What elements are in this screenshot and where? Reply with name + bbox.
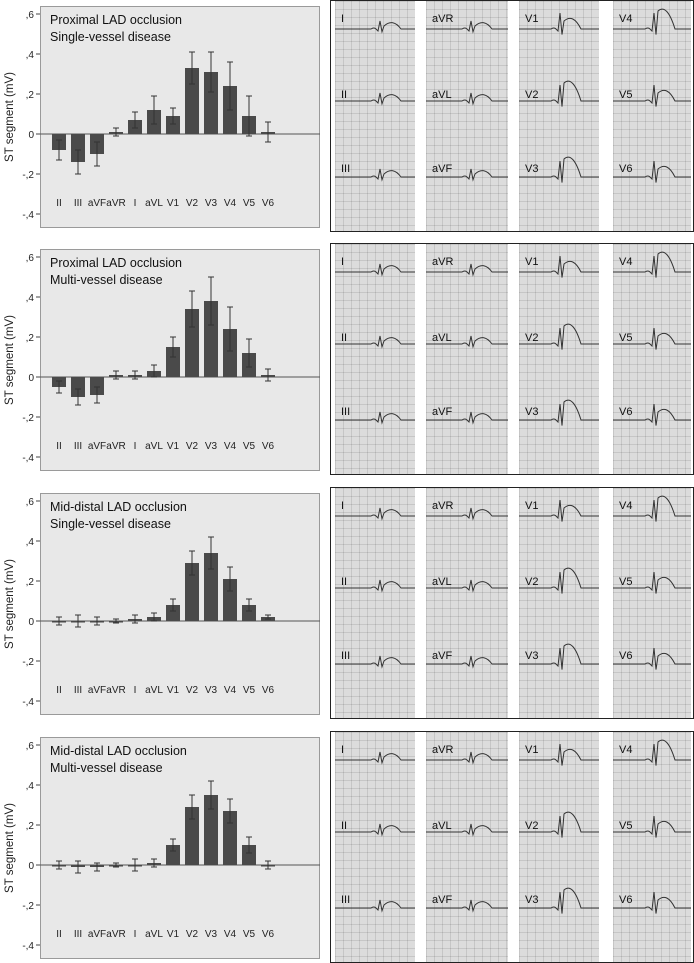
x-tick-label: V3 xyxy=(204,198,218,209)
x-tick-label: aVL xyxy=(145,198,163,209)
ecg-lead-column xyxy=(613,488,691,718)
x-tick-label: III xyxy=(73,441,83,452)
ecg-lead-column xyxy=(613,244,691,474)
chart-subtitle: Single-vessel disease xyxy=(50,517,171,531)
ecg-traces xyxy=(613,244,691,474)
ecg-lead-column xyxy=(519,1,599,231)
x-tick-label: V6 xyxy=(261,929,275,940)
y-tick-label: -,2 xyxy=(22,413,34,424)
figure-row xyxy=(0,243,694,475)
ecg-traces xyxy=(519,732,599,962)
y-tick-label: ,6 xyxy=(25,741,34,752)
ecg-traces xyxy=(335,488,415,718)
chart-title: Proximal LAD occlusion xyxy=(50,256,182,270)
x-tick-label: III xyxy=(73,685,83,696)
ecg-lead-label-V2: V2 xyxy=(525,576,539,588)
ecg-lead-label-aVR: aVR xyxy=(432,500,454,512)
ecg-lead-label-V6: V6 xyxy=(619,650,633,662)
y-tick-label: ,6 xyxy=(25,497,34,508)
x-tick-label: V5 xyxy=(242,929,256,940)
ecg-lead-label-V5: V5 xyxy=(619,576,633,588)
ecg-traces xyxy=(426,732,508,962)
ecg-traces xyxy=(426,488,508,718)
ecg-panel xyxy=(330,487,694,719)
ecg-traces xyxy=(426,1,508,231)
x-tick-label: V1 xyxy=(166,198,180,209)
chart-subtitle: Single-vessel disease xyxy=(50,30,171,44)
y-tick-label: 0 xyxy=(28,617,34,628)
ecg-lead-column xyxy=(335,488,415,718)
ecg-lead-label-I: I xyxy=(341,744,345,756)
x-tick-label: aVF xyxy=(87,929,107,940)
ecg-lead-label-V5: V5 xyxy=(619,332,633,344)
ecg-lead-label-aVL: aVL xyxy=(432,576,452,588)
figure-row xyxy=(0,0,694,232)
ecg-lead-label-III: III xyxy=(341,163,351,175)
ecg-lead-label-V4: V4 xyxy=(619,500,633,512)
ecg-trace-I xyxy=(335,508,415,519)
x-tick-label: aVF xyxy=(87,198,107,209)
ecg-lead-label-aVR: aVR xyxy=(432,744,454,756)
ecg-lead-label-III: III xyxy=(341,650,351,662)
y-tick-label: ,2 xyxy=(25,577,34,588)
y-tick-label: 0 xyxy=(28,373,34,384)
ecg-trace-I xyxy=(335,21,415,32)
ecg-lead-label-V2: V2 xyxy=(525,89,539,101)
ecg-lead-label-V1: V1 xyxy=(525,13,539,25)
ecg-lead-label-II: II xyxy=(341,820,348,832)
ecg-lead-label-V3: V3 xyxy=(525,894,539,906)
ecg-lead-label-V1: V1 xyxy=(525,256,539,268)
ecg-panel xyxy=(330,243,694,475)
ecg-lead-label-V3: V3 xyxy=(525,163,539,175)
y-tick-label: ,4 xyxy=(25,293,34,304)
ecg-lead-label-aVL: aVL xyxy=(432,332,452,344)
x-tick-label: aVF xyxy=(87,441,107,452)
ecg-lead-label-V4: V4 xyxy=(619,744,633,756)
x-tick-label: V1 xyxy=(166,441,180,452)
chart-title: Mid-distal LAD occlusion xyxy=(50,500,187,514)
x-tick-label: V1 xyxy=(166,929,180,940)
x-tick-label: I xyxy=(133,929,137,940)
y-tick-label: ,6 xyxy=(25,10,34,21)
y-tick-label: ,6 xyxy=(25,253,34,264)
y-tick-label: 0 xyxy=(28,130,34,141)
ecg-lead-label-aVL: aVL xyxy=(432,820,452,832)
y-tick-label: ,2 xyxy=(25,90,34,101)
ecg-lead-label-III: III xyxy=(341,894,351,906)
x-tick-label: aVL xyxy=(145,441,163,452)
y-tick-label: ,2 xyxy=(25,821,34,832)
x-tick-label: II xyxy=(56,198,62,209)
x-tick-label: V6 xyxy=(261,441,275,452)
chart-title: Mid-distal LAD occlusion xyxy=(50,744,187,758)
ecg-lead-label-aVF: aVF xyxy=(432,406,453,418)
ecg-lead-label-aVF: aVF xyxy=(432,163,453,175)
x-tick-label: V5 xyxy=(242,198,256,209)
st-segment-bar-chart xyxy=(0,487,330,719)
ecg-traces xyxy=(335,244,415,474)
ecg-lead-label-V2: V2 xyxy=(525,332,539,344)
y-tick-label: -,2 xyxy=(22,170,34,181)
ecg-trace-I xyxy=(335,264,415,275)
ecg-lead-label-aVF: aVF xyxy=(432,650,453,662)
figure-row xyxy=(0,731,694,963)
ecg-lead-label-V6: V6 xyxy=(619,894,633,906)
ecg-lead-label-I: I xyxy=(341,500,345,512)
st-segment-bar-chart xyxy=(0,0,330,232)
figure-row xyxy=(0,487,694,719)
ecg-lead-label-V4: V4 xyxy=(619,256,633,268)
y-tick-label: -,4 xyxy=(22,453,34,464)
x-tick-label: III xyxy=(73,198,83,209)
x-tick-label: V2 xyxy=(185,685,199,696)
x-tick-label: aVF xyxy=(87,685,107,696)
ecg-lead-column xyxy=(426,732,508,962)
ecg-traces xyxy=(426,244,508,474)
ecg-panel xyxy=(330,731,694,963)
ecg-lead-column xyxy=(426,244,508,474)
y-tick-label: ,4 xyxy=(25,50,34,61)
y-tick-label: ,4 xyxy=(25,537,34,548)
ecg-lead-column xyxy=(426,1,508,231)
ecg-lead-column xyxy=(335,732,415,962)
x-tick-label: V6 xyxy=(261,198,275,209)
x-tick-label: II xyxy=(56,685,62,696)
ecg-lead-column xyxy=(335,244,415,474)
x-tick-label: V5 xyxy=(242,685,256,696)
x-tick-label: V4 xyxy=(223,441,237,452)
x-tick-label: aVR xyxy=(106,198,126,209)
ecg-lead-label-V6: V6 xyxy=(619,163,633,175)
ecg-traces xyxy=(335,732,415,962)
x-tick-label: I xyxy=(133,441,137,452)
ecg-traces xyxy=(519,488,599,718)
x-tick-label: V3 xyxy=(204,441,218,452)
ecg-lead-label-aVL: aVL xyxy=(432,89,452,101)
y-tick-label: -,4 xyxy=(22,210,34,221)
x-tick-label: V4 xyxy=(223,198,237,209)
x-tick-label: V2 xyxy=(185,929,199,940)
x-tick-label: I xyxy=(133,685,137,696)
x-tick-label: V2 xyxy=(185,441,199,452)
ecg-lead-label-V5: V5 xyxy=(619,89,633,101)
y-tick-label: -,2 xyxy=(22,901,34,912)
ecg-lead-label-V4: V4 xyxy=(619,13,633,25)
y-tick-label: -,4 xyxy=(22,697,34,708)
ecg-lead-label-I: I xyxy=(341,256,345,268)
ecg-lead-label-aVR: aVR xyxy=(432,13,454,25)
ecg-traces xyxy=(335,1,415,231)
ecg-lead-label-V1: V1 xyxy=(525,500,539,512)
st-segment-bar-chart xyxy=(0,243,330,475)
x-tick-label: aVL xyxy=(145,685,163,696)
x-tick-label: V4 xyxy=(223,929,237,940)
x-tick-label: V6 xyxy=(261,685,275,696)
y-tick-label: ,4 xyxy=(25,781,34,792)
ecg-lead-label-III: III xyxy=(341,406,351,418)
ecg-lead-column xyxy=(519,244,599,474)
y-axis-label: ST segment (mV) xyxy=(4,803,16,893)
x-tick-label: aVR xyxy=(106,685,126,696)
ecg-lead-label-II: II xyxy=(341,89,348,101)
ecg-lead-label-II: II xyxy=(341,576,348,588)
ecg-lead-column xyxy=(613,1,691,231)
ecg-lead-label-V5: V5 xyxy=(619,820,633,832)
x-tick-label: aVL xyxy=(145,929,163,940)
ecg-traces xyxy=(519,1,599,231)
y-axis-label: ST segment (mV) xyxy=(4,72,16,162)
x-tick-label: V3 xyxy=(204,929,218,940)
y-tick-label: -,2 xyxy=(22,657,34,668)
ecg-lead-column xyxy=(426,488,508,718)
ecg-lead-label-V3: V3 xyxy=(525,650,539,662)
ecg-panel xyxy=(330,0,694,232)
chart-title: Proximal LAD occlusion xyxy=(50,13,182,27)
y-tick-label: 0 xyxy=(28,861,34,872)
ecg-lead-label-II: II xyxy=(341,332,348,344)
ecg-traces xyxy=(613,732,691,962)
ecg-lead-column xyxy=(519,732,599,962)
ecg-lead-column xyxy=(335,1,415,231)
ecg-lead-label-aVF: aVF xyxy=(432,894,453,906)
x-tick-label: I xyxy=(133,198,137,209)
x-tick-label: aVR xyxy=(106,441,126,452)
x-tick-label: V3 xyxy=(204,685,218,696)
ecg-traces xyxy=(613,1,691,231)
y-axis-label: ST segment (mV) xyxy=(4,315,16,405)
ecg-lead-label-I: I xyxy=(341,13,345,25)
st-segment-bar-chart xyxy=(0,731,330,963)
ecg-lead-column xyxy=(613,732,691,962)
x-tick-label: V1 xyxy=(166,685,180,696)
ecg-lead-column xyxy=(519,488,599,718)
ecg-lead-label-V2: V2 xyxy=(525,820,539,832)
x-tick-label: II xyxy=(56,441,62,452)
x-tick-label: V5 xyxy=(242,441,256,452)
y-tick-label: -,4 xyxy=(22,941,34,952)
ecg-trace-I xyxy=(335,752,415,763)
ecg-lead-label-aVR: aVR xyxy=(432,256,454,268)
ecg-lead-label-V1: V1 xyxy=(525,744,539,756)
x-tick-label: III xyxy=(73,929,83,940)
x-tick-label: aVR xyxy=(106,929,126,940)
x-tick-label: V2 xyxy=(185,198,199,209)
chart-subtitle: Multi-vessel disease xyxy=(50,761,163,775)
chart-subtitle: Multi-vessel disease xyxy=(50,273,163,287)
x-tick-label: V4 xyxy=(223,685,237,696)
y-axis-label: ST segment (mV) xyxy=(4,559,16,649)
y-tick-label: ,2 xyxy=(25,333,34,344)
ecg-traces xyxy=(519,244,599,474)
ecg-traces xyxy=(613,488,691,718)
ecg-lead-label-V6: V6 xyxy=(619,406,633,418)
x-tick-label: II xyxy=(56,929,62,940)
ecg-lead-label-V3: V3 xyxy=(525,406,539,418)
